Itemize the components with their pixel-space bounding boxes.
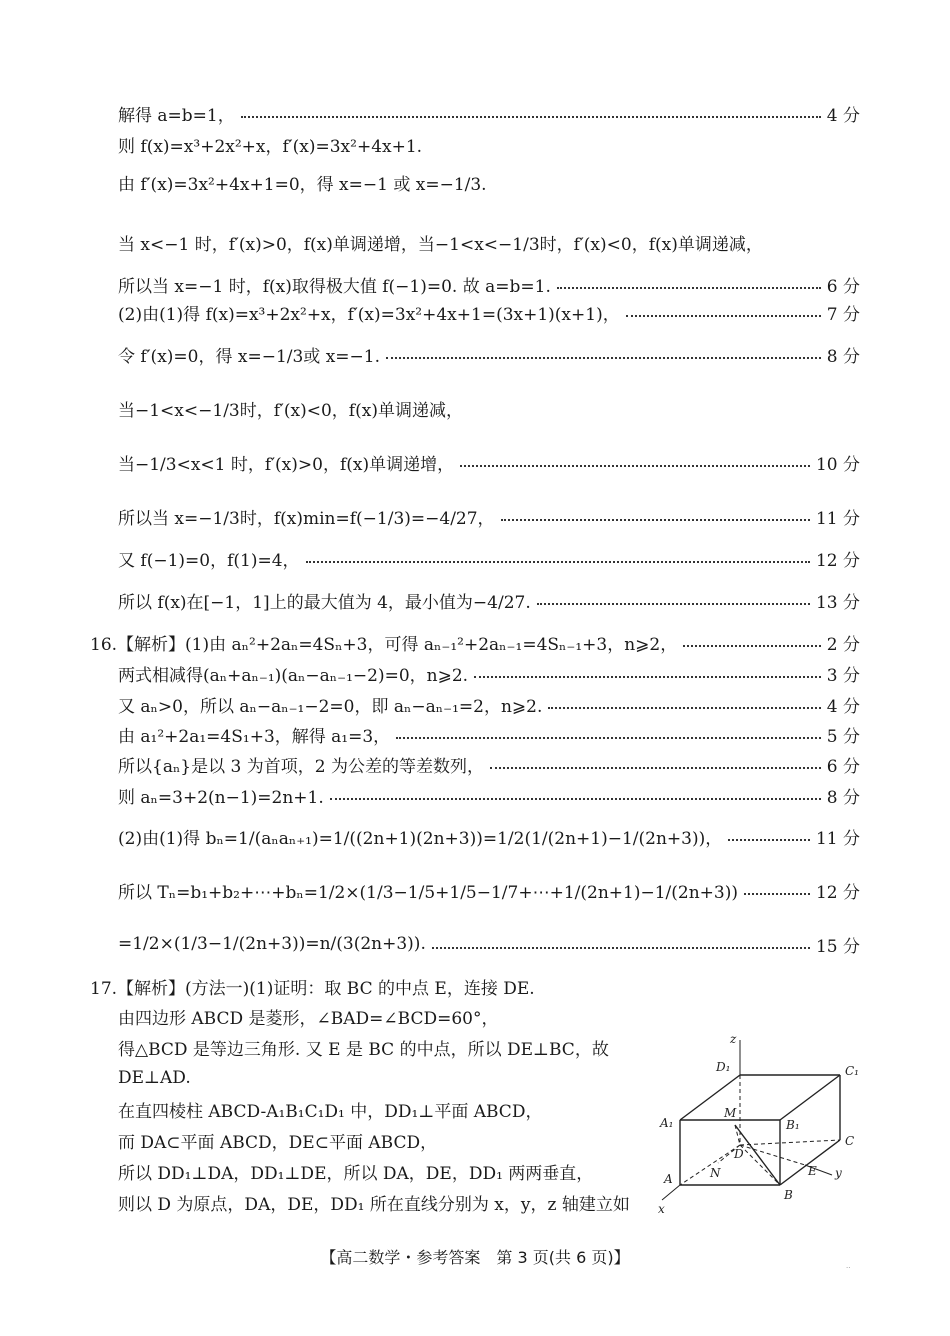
corner-mark: ··	[846, 1264, 851, 1272]
answer-line: 两式相减得(aₙ+aₙ₋₁)(aₙ−aₙ₋₁−2)=0，n⩾2. 3 分	[118, 665, 860, 686]
answer-line: 则 aₙ=3+2(n−1)=2n+1. 8 分	[118, 787, 860, 808]
answer-line: 当−1/3<x<1 时，f′(x)>0，f(x)单调递增， 10 分	[118, 454, 860, 475]
answer-line: 解得 a=b=1， 4 分	[118, 105, 860, 126]
label-x: x	[658, 1202, 665, 1216]
answer-line: 得△BCD 是等边三角形. 又 E 是 BC 的中点，所以 DE⊥BC，故	[118, 1039, 609, 1060]
label-d: D	[734, 1147, 744, 1161]
label-d1: D₁	[716, 1060, 731, 1074]
label-a: A	[664, 1172, 673, 1186]
answer-line: 16.【解析】(1)由 aₙ²+2aₙ=4Sₙ+3，可得 aₙ₋₁²+2aₙ₋₁=4Sₙ₋₁+3，n⩾2， 2 分	[90, 634, 860, 655]
answer-line: 当 x<−1 时，f′(x)>0，f(x)单调递增，当−1<x<−1/3时，f′(x)<0，f(x)单调递减，	[118, 234, 763, 255]
answer-line: 则以 D 为原点，DA，DE，DD₁ 所在直线分别为 x，y，z 轴建立如	[118, 1194, 630, 1215]
answer-line: 由 f′(x)=3x²+4x+1=0，得 x=−1 或 x=−1/3.	[118, 174, 487, 195]
label-m: M	[724, 1106, 737, 1120]
answer-line: 所以当 x=−1/3时，f(x)min=f(−1/3)=−4/27， 11 分	[118, 508, 860, 529]
answer-line: 17.【解析】(方法一)(1)证明：取 BC 的中点 E，连接 DE.	[90, 978, 535, 999]
label-a1: A₁	[660, 1116, 674, 1130]
label-b: B	[784, 1188, 793, 1202]
answer-line: 在直四棱柱 ABCD-A₁B₁C₁D₁ 中，DD₁⊥平面 ABCD，	[118, 1101, 543, 1122]
page-footer: 【高二数学・参考答案 第 3 页(共 6 页)】	[320, 1248, 630, 1267]
answer-line: 所以当 x=−1 时，f(x)取得极大值 f(−1)=0. 故 a=b=1. 6 分	[118, 276, 860, 297]
answer-line: DE⊥AD.	[118, 1068, 191, 1088]
answer-line: 所以{aₙ}是以 3 为首项，2 为公差的等差数列， 6 分	[118, 756, 860, 777]
prism-figure	[640, 1025, 870, 1220]
answer-line: 由 a₁²+2a₁=4S₁+3，解得 a₁=3， 5 分	[118, 726, 860, 747]
answer-line: (2)由(1)得 bₙ=1/(aₙaₙ₊₁)=1/((2n+1)(2n+3))=1/2(1/(2n+1)−1/(2n+3))， 11 分	[118, 828, 860, 849]
label-z: z	[730, 1032, 737, 1046]
answer-line: =1/2×(1/3−1/(2n+3))=n/(3(2n+3)). 15 分	[118, 934, 860, 957]
label-y: y	[835, 1166, 842, 1180]
label-c1: C₁	[845, 1064, 859, 1078]
answer-line: 又 f(−1)=0，f(1)=4， 12 分	[118, 550, 860, 571]
label-n: N	[710, 1166, 721, 1180]
answer-line: 则 f(x)=x³+2x²+x，f′(x)=3x²+4x+1.	[118, 136, 423, 157]
answer-line: 又 aₙ>0，所以 aₙ−aₙ₋₁−2=0，即 aₙ−aₙ₋₁=2，n⩾2. 4 分	[118, 696, 860, 717]
answer-line: (2)由(1)得 f(x)=x³+2x²+x，f′(x)=3x²+4x+1=(3x+1)(x+1)， 7 分	[118, 304, 860, 325]
answer-line: 所以 f(x)在[−1，1]上的最大值为 4，最小值为−4/27. 13 分	[118, 592, 860, 613]
answer-line: 令 f′(x)=0，得 x=−1/3或 x=−1. 8 分	[118, 346, 860, 367]
answer-line: 当−1<x<−1/3时，f′(x)<0，f(x)单调递减，	[118, 400, 463, 421]
answer-line: 所以 DD₁⊥DA，DD₁⊥DE，所以 DA，DE，DD₁ 两两垂直，	[118, 1163, 594, 1184]
answer-line: 而 DA⊂平面 ABCD，DE⊂平面 ABCD，	[118, 1132, 438, 1153]
label-e: E	[808, 1164, 817, 1178]
label-c: C	[845, 1134, 855, 1148]
answer-line: 所以 Tₙ=b₁+b₂+⋯+bₙ=1/2×(1/3−1/5+1/5−1/7+⋯+1/(2n+1)−1/(2n+3)) 12 分	[118, 882, 860, 903]
answer-line: 由四边形 ABCD 是菱形，∠BAD=∠BCD=60°，	[118, 1008, 499, 1029]
label-b1: B₁	[786, 1118, 800, 1132]
